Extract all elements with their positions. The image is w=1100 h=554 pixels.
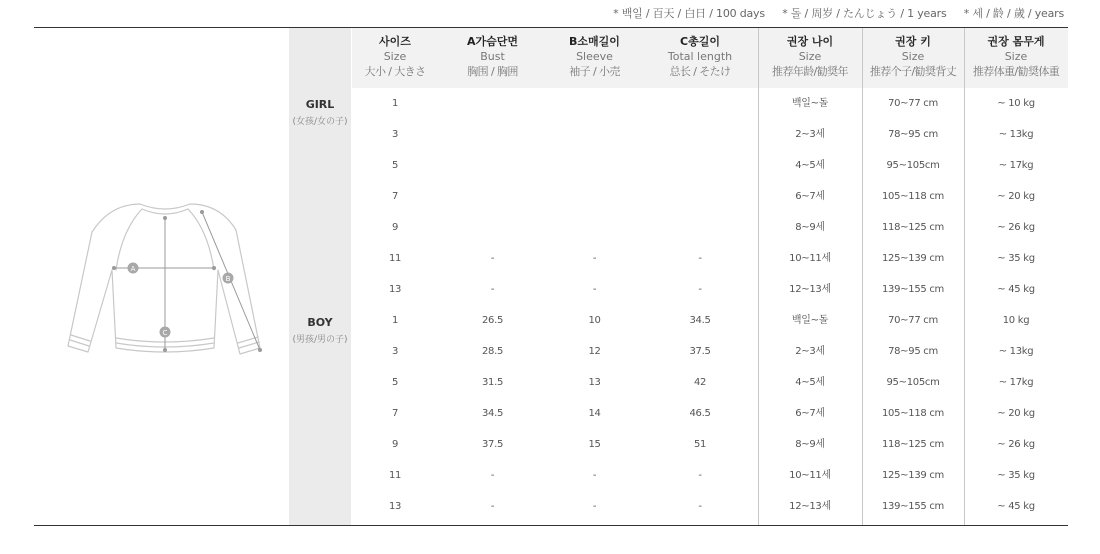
cell-age: 8~9세 — [795, 439, 825, 450]
header-total-length-ko: C총길이 — [680, 35, 720, 48]
category-boy: BOY — [307, 316, 333, 329]
header-weight — [964, 28, 1068, 88]
header-height-en: Size — [901, 50, 925, 63]
cell-weight: ~ 35 kg — [997, 253, 1035, 264]
size-notes — [599, 5, 1064, 19]
header-age-cn: 推荐年龄/勧奨年 — [772, 65, 848, 78]
cell-height: 125~139 cm — [882, 470, 944, 481]
cell-weight: ~ 13kg — [998, 129, 1034, 140]
header-bust — [438, 28, 547, 88]
cell-total-length: - — [698, 284, 702, 295]
cell-total-length — [642, 150, 758, 181]
header-total-length-cn: 总长 / そたけ — [669, 65, 731, 78]
header-height — [862, 28, 964, 88]
cell-height: 139~155 cm — [882, 501, 944, 512]
category-girl: GIRL — [305, 98, 335, 111]
header-size-ko: 사이즈 — [379, 35, 411, 48]
header-sleeve-cn: 袖子 / 小売 — [569, 65, 620, 78]
cell-height: 78~95 cm — [888, 129, 938, 140]
cell-height: 105~118 cm — [882, 191, 944, 202]
header-total-length-en: Total length — [667, 50, 733, 63]
cell-height: 95~105cm — [886, 377, 940, 388]
bottom-rule — [34, 525, 1068, 526]
cell-total-length — [642, 119, 758, 150]
cell-bust: 26.5 — [481, 315, 504, 326]
cell-age: 8~9세 — [795, 222, 825, 233]
cell-age: 6~7세 — [795, 191, 825, 202]
cell-size: 5 — [391, 160, 399, 171]
cell-age: 12~13세 — [789, 284, 831, 295]
cell-bust: - — [490, 501, 495, 512]
cell-total-length: 51 — [693, 439, 707, 450]
cell-sleeve — [547, 212, 642, 243]
cell-weight: ~ 26 kg — [997, 439, 1035, 450]
cell-height: 95~105cm — [886, 160, 940, 171]
cell-weight: ~ 20 kg — [997, 408, 1035, 419]
cell-height: 139~155 cm — [882, 284, 944, 295]
note-1-year: * 돌 / 周岁 / たんじょう / 1 years — [782, 7, 947, 20]
note-years: * 세 / 龄 / 歲 / years — [963, 7, 1064, 20]
marker-a — [128, 263, 139, 274]
cell-sleeve: - — [592, 501, 597, 512]
cell-sleeve: 13 — [588, 377, 601, 388]
cell-sleeve: 10 — [588, 315, 601, 326]
cell-size: 9 — [391, 439, 399, 450]
cell-sleeve: 15 — [588, 439, 601, 450]
header-sleeve-en: Sleeve — [576, 50, 613, 63]
cell-size: 11 — [388, 470, 402, 481]
cell-weight: ~ 45 kg — [997, 284, 1035, 295]
cell-age: 4~5세 — [795, 377, 825, 388]
cell-sleeve — [547, 150, 642, 181]
note-100-days: * 백일 / 百天 / 白日 / 100 days — [613, 7, 765, 20]
sweatshirt-illustration — [60, 190, 270, 370]
cell-size: 13 — [388, 284, 402, 295]
cell-weight: ~ 10 kg — [997, 98, 1035, 109]
cell-age: 백일~돌 — [791, 315, 829, 326]
header-age-en: Size — [798, 50, 822, 63]
cell-weight: ~ 17kg — [998, 160, 1034, 171]
cell-age: 12~13세 — [789, 501, 831, 512]
header-age — [758, 28, 862, 88]
header-weight-ko: 권장 몸무게 — [987, 35, 1045, 48]
cell-height: 105~118 cm — [882, 408, 944, 419]
cell-bust — [438, 88, 547, 119]
cell-total-length — [642, 88, 758, 119]
cell-weight: ~ 13kg — [998, 346, 1034, 357]
cell-weight: ~ 45 kg — [997, 501, 1035, 512]
cell-size: 3 — [391, 129, 399, 140]
header-sleeve — [547, 28, 642, 88]
cell-weight: ~ 26 kg — [997, 222, 1035, 233]
cell-sleeve: - — [592, 284, 597, 295]
cell-sleeve — [547, 119, 642, 150]
cell-sleeve: - — [592, 253, 597, 264]
header-weight-en: Size — [1004, 50, 1028, 63]
cell-bust: 37.5 — [481, 439, 504, 450]
cell-total-length — [642, 181, 758, 212]
cell-weight: ~ 35 kg — [997, 470, 1035, 481]
cell-sleeve: 12 — [588, 346, 601, 357]
header-height-cn: 推荐个子/勧奨背丈 — [869, 65, 957, 78]
header-size-cn: 大小 / 大きさ — [364, 65, 426, 78]
cell-age: 2~3세 — [795, 129, 825, 140]
header-height-ko: 권장 키 — [895, 35, 931, 48]
cell-size: 3 — [391, 346, 399, 357]
cell-total-length: 46.5 — [689, 408, 711, 419]
header-weight-cn: 推荐体重/勧奨体重 — [972, 65, 1060, 78]
cell-size: 11 — [388, 253, 402, 264]
cell-bust: 34.5 — [481, 408, 504, 419]
cell-weight: ~ 20 kg — [997, 191, 1035, 202]
cell-total-length: - — [698, 470, 702, 481]
cell-total-length: 37.5 — [689, 346, 711, 357]
cell-size: 7 — [391, 191, 399, 202]
marker-b-label: B — [225, 275, 231, 283]
cell-size: 13 — [388, 501, 402, 512]
cell-bust — [438, 119, 547, 150]
cell-bust: - — [490, 284, 495, 295]
cell-weight: ~ 17kg — [998, 377, 1034, 388]
cell-total-length: 34.5 — [689, 315, 711, 326]
cell-total-length: 42 — [693, 377, 707, 388]
cell-total-length: - — [698, 253, 702, 264]
cell-bust — [438, 150, 547, 181]
cell-bust: - — [490, 470, 495, 481]
cell-size: 9 — [391, 222, 399, 233]
category-girl-sub: (女孩/女の子) — [292, 117, 348, 127]
cell-sleeve — [547, 88, 642, 119]
cell-total-length — [642, 212, 758, 243]
marker-a-label: A — [130, 265, 136, 273]
cell-sleeve: 14 — [588, 408, 601, 419]
cell-age: 10~11세 — [789, 253, 831, 264]
header-sleeve-ko: B소매길이 — [569, 35, 620, 48]
cell-total-length: - — [698, 501, 702, 512]
marker-c — [160, 327, 171, 338]
cell-weight: 10 kg — [1002, 315, 1030, 326]
cell-size: 1 — [391, 315, 399, 326]
cell-sleeve — [547, 181, 642, 212]
cell-height: 70~77 cm — [888, 315, 938, 326]
header-bust-cn: 胸围 / 胸囲 — [467, 65, 518, 78]
marker-c-label: C — [162, 329, 168, 337]
cell-height: 118~125 cm — [882, 439, 944, 450]
cell-bust — [438, 212, 547, 243]
cell-age: 10~11세 — [789, 470, 831, 481]
cell-bust: 28.5 — [481, 346, 504, 357]
header-size-en: Size — [383, 50, 407, 63]
header-bust-en: Bust — [480, 50, 505, 63]
cell-height: 78~95 cm — [888, 346, 938, 357]
cell-height: 118~125 cm — [882, 222, 944, 233]
marker-b — [223, 273, 234, 284]
cell-age: 6~7세 — [795, 408, 825, 419]
cell-age: 4~5세 — [795, 160, 825, 171]
cell-bust: - — [490, 253, 495, 264]
cell-size: 5 — [391, 377, 399, 388]
header-age-ko: 권장 나이 — [786, 35, 834, 48]
header-total-length — [642, 28, 758, 88]
cell-size: 7 — [391, 408, 399, 419]
cell-height: 70~77 cm — [888, 98, 938, 109]
header-bust-ko: A가슴단면 — [466, 35, 519, 48]
cell-bust — [438, 181, 547, 212]
cell-age: 2~3세 — [795, 346, 825, 357]
cell-height: 125~139 cm — [882, 253, 944, 264]
category-boy-sub: (男孩/男の子) — [292, 335, 348, 345]
header-size — [352, 28, 438, 88]
cell-age: 백일~돌 — [791, 98, 829, 109]
cell-size: 1 — [391, 98, 399, 109]
cell-sleeve: - — [592, 470, 597, 481]
cell-bust: 31.5 — [481, 377, 504, 388]
